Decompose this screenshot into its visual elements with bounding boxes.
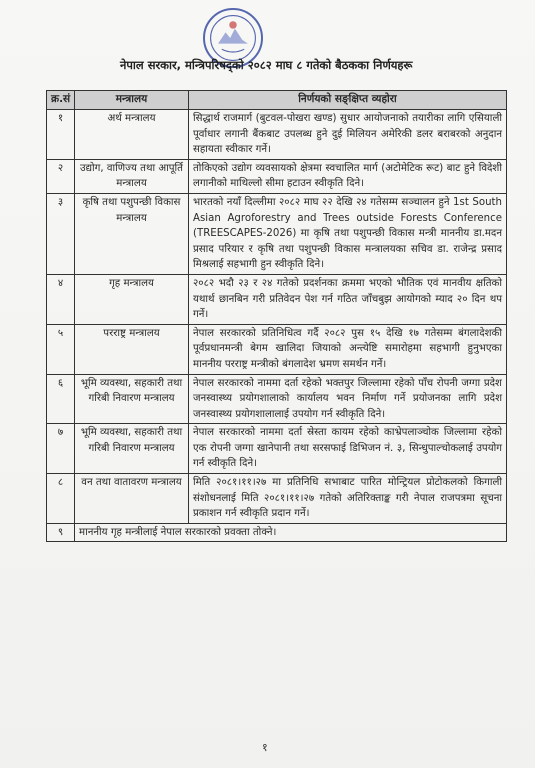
- table-row: [47, 374, 507, 424]
- row-ministry: भूमि व्यवस्था, सहकारी तथा गरिबी निवारण मन्त्रालय: [75, 374, 189, 424]
- row-decision: नेपाल सरकारको नाममा दर्ता रहेको भक्तपुर जिल्लामा रहेको पाँच रोपनी जग्गा प्रदेश जनस्वास्थ्य प्रयोगशालाको कार्यालय भवन निर्माण गर्ने प्रयोजनका लागि प्रदेश जनस्वास्थ्य प्रयोगशालालाई उपयोग गर्न स्वीकृति दिने।: [189, 374, 507, 424]
- row-ministry: परराष्ट्र मन्त्रालय: [75, 324, 189, 374]
- row-decision: माननीय गृह मन्त्रीलाई नेपाल सरकारको प्रवक्ता तोक्ने।: [75, 523, 507, 542]
- row-serial: १: [47, 110, 75, 160]
- table-row: [47, 159, 507, 193]
- row-serial: ३: [47, 193, 75, 274]
- row-ministry: कृषि तथा पशुपन्छी विकास मन्त्रालय: [75, 193, 189, 274]
- table-row: [47, 424, 507, 474]
- document-title: नेपाल सरकार, मन्त्रिपरिषद्‌को २०८२ माघ ८ गतेको बैठकका निर्णयहरू: [120, 58, 413, 72]
- row-decision: सिद्धार्थ राजमार्ग (बुटवल-पोखरा खण्ड) सुधार आयोजनाको तयारीका लागि एसियाली पूर्वाधार लगानी बैंकबाट उपलब्ध हुने दुई मिलियन अमेरिकी डलर बराबरको अनुदान सहायता स्वीकार गर्ने।: [189, 110, 507, 160]
- row-serial: ६: [47, 374, 75, 424]
- row-ministry: गृह मन्त्रालय: [75, 274, 189, 324]
- decisions-table: [46, 90, 507, 542]
- row-ministry: वन तथा वातावरण मन्त्रालय: [75, 474, 189, 524]
- row-decision: २०८२ भदौ २३ र २४ गतेको प्रदर्शनका क्रममा भएको भौतिक एवं मानवीय क्षतिको यथार्थ छानबिन गरी प्रतिवेदन पेश गर्न गठित जाँचबुझ आयोगको म्याद २० दिन थप गर्ने।: [189, 274, 507, 324]
- table-row: [47, 474, 507, 524]
- table-row: [47, 193, 507, 274]
- header-serial: क्र.सं: [47, 91, 75, 110]
- row-ministry: भूमि व्यवस्था, सहकारी तथा गरिबी निवारण मन्त्रालय: [75, 424, 189, 474]
- table-row: [47, 523, 507, 542]
- row-serial: ९: [47, 523, 75, 542]
- table-row: [47, 110, 507, 160]
- row-decision: तोकिएको उद्योग व्यवसायको क्षेत्रमा स्वचालित मार्ग (अटोमेटिक रूट) बाट हुने विदेशी लगानीको माथिल्लो सीमा हटाउन स्वीकृति दिने।: [189, 159, 507, 193]
- row-serial: ४: [47, 274, 75, 324]
- row-decision: मिति २०८१।११।२७ मा प्रतिनिधि सभाबाट पारित मोन्ट्रियल प्रोटोकलको किगाली संशोधनलाई मिति २०८१।११।२७ गतेको अतिरिक्ताङ्क गरी नेपाल राजपत्रमा सूचना प्रकाशन गर्न स्वीकृति प्रदान गर्ने।: [189, 474, 507, 524]
- row-serial: ५: [47, 324, 75, 374]
- row-serial: ८: [47, 474, 75, 524]
- row-decision: भारतको नयाँ दिल्लीमा २०८२ माघ २२ देखि २४ गतेसम्म सञ्चालन हुने 1st South Asian Agroforestry and Trees outside Forests Conference (TREESCAPES-2026) मा कृषि तथा पशुपन्छी विकास मन्त्री माननीय डा.मदन प्रसाद परियार र कृषि तथा पशुपन्छी विकास मन्त्रालयका सचिव डा. राजेन्द्र प्रसाद मिश्रलाई सहभागी हुन स्वीकृति दिने।: [189, 193, 507, 274]
- table-row: [47, 274, 507, 324]
- row-ministry: अर्थ मन्त्रालय: [75, 110, 189, 160]
- table-header-row: [47, 91, 507, 110]
- row-serial: २: [47, 159, 75, 193]
- row-decision: नेपाल सरकारको नाममा दर्ता स्रेस्ता कायम रहेको काभ्रेपलाञ्चोक जिल्लामा रहेको एक रोपनी जग्गा खानेपानी तथा सरसफाई डिभिजन नं. ३, सिन्धुपाल्चोकलाई उपयोग गर्न स्वीकृति दिने।: [189, 424, 507, 474]
- header-ministry: मन्त्रालय: [75, 91, 189, 110]
- page-number: १: [262, 741, 268, 754]
- row-serial: ७: [47, 424, 75, 474]
- row-ministry: उद्योग, वाणिज्य तथा आपूर्ति मन्त्रालय: [75, 159, 189, 193]
- table-row: [47, 324, 507, 374]
- header-decision: निर्णयको सङ्क्षिप्त व्यहोरा: [189, 91, 507, 110]
- row-decision: नेपाल सरकारको प्रतिनिधित्व गर्दै २०८२ पुस १५ देखि १७ गतेसम्म बंगलादेशकी पूर्वप्रधानमन्त्री बेगम खालिदा जियाको अन्त्येष्टि समारोहमा सहभागी हुनुभएका माननीय परराष्ट्र मन्त्रीको बंगलादेश भ्रमण समर्थन गर्ने।: [189, 324, 507, 374]
